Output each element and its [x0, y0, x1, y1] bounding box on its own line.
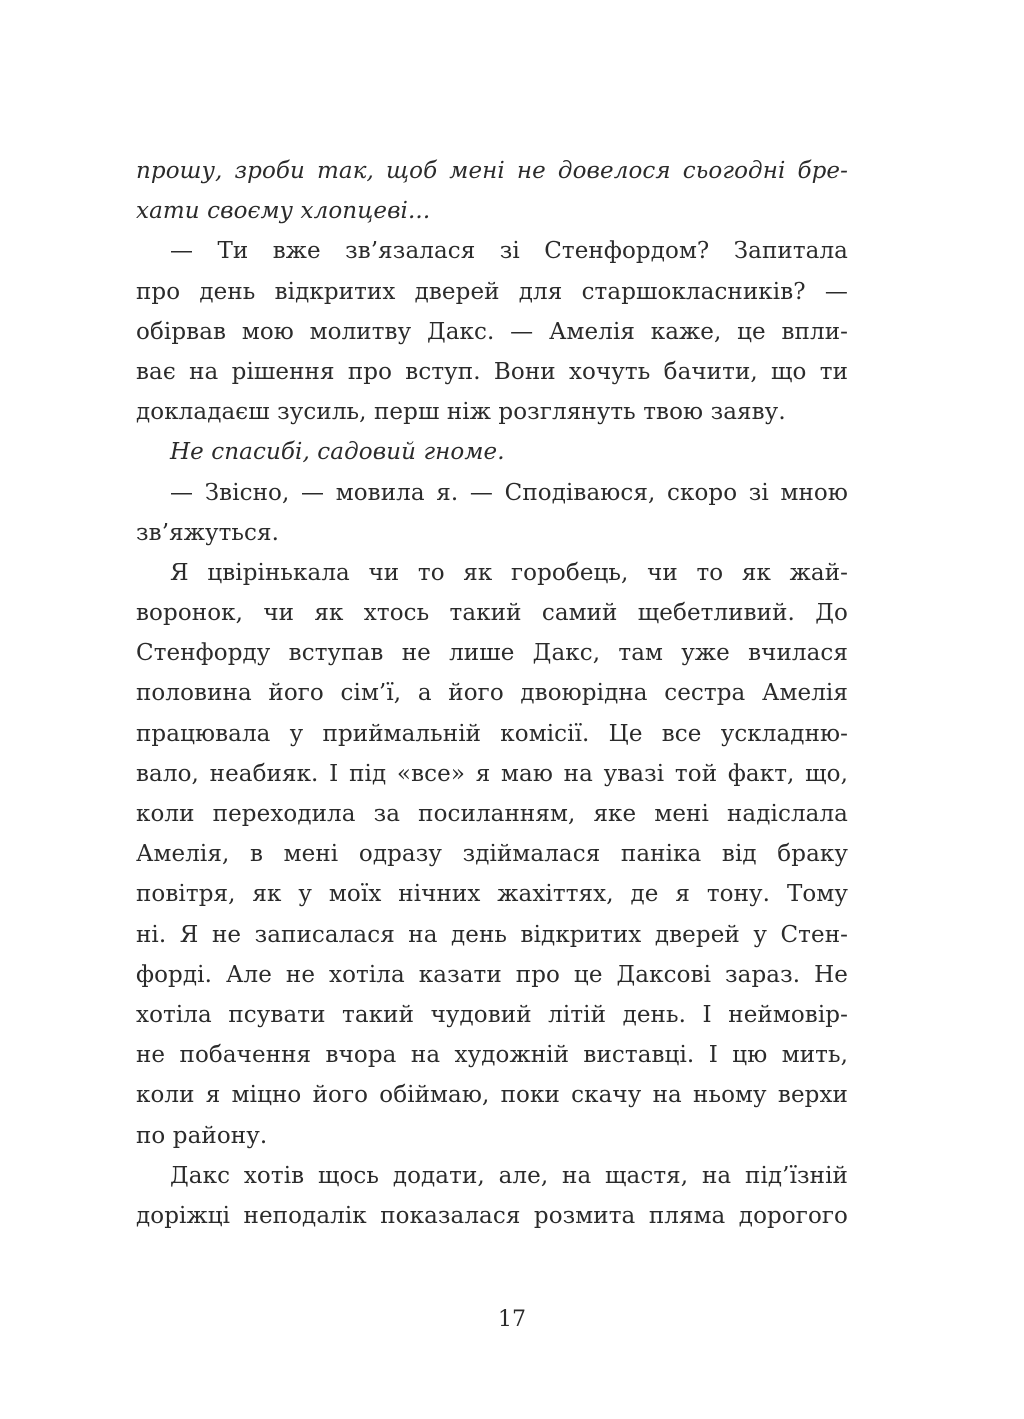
- text-line: хотіла псувати такий чудовий літій день. І неймовір-: [136, 1001, 848, 1028]
- text-line: Дакс хотів щось додати, але, на щастя, на під’їзній: [170, 1162, 848, 1189]
- text-line: коли я міцно його обіймаю, поки скачу на ньому верхи: [136, 1082, 848, 1109]
- text-line: Стенфорду вступав не лише Дакс, там уже вчилася: [136, 640, 848, 667]
- text-line: — Ти вже зв’язалася зі Стенфордом? Запитала: [170, 238, 848, 265]
- text-line: половина його сім’ї, а його двоюрідна сестра Амелія: [136, 680, 848, 707]
- text-line: — Звісно, — мовила я. — Сподіваюся, скоро зі мною: [170, 479, 848, 506]
- text-line: доріжці неподалік показалася розмита пляма дорогого: [136, 1202, 848, 1229]
- text-line: повітря, як у моїх нічних жахіттях, де я тону. Тому: [136, 881, 848, 908]
- page-body-text: [136, 151, 848, 1236]
- text-line: обірвав мою молитву Дакс. — Амелія каже, це впли-: [136, 318, 848, 345]
- text-line: ває на рішення про вступ. Вони хочуть бачити, що ти: [136, 358, 848, 385]
- text-line: про день відкритих дверей для старшокласників? —: [136, 278, 848, 305]
- text-line: по району.: [136, 1122, 268, 1149]
- text-line: докладаєш зусиль, перш ніж розглянуть твою заяву.: [136, 399, 786, 426]
- text-line: Амелія, в мені одразу здіймалася паніка від браку: [136, 841, 848, 868]
- text-line: хати своєму хлопцеві...: [136, 198, 431, 225]
- text-line: ні. Я не записалася на день відкритих дверей у Стен-: [136, 921, 848, 948]
- page-number: 17: [498, 1307, 526, 1332]
- text-line: коли переходила за посиланням, яке мені надіслала: [136, 801, 848, 827]
- text-line: вало, неабияк. І під «все» я маю на увазі той факт, що,: [136, 760, 848, 787]
- text-line: працювала у приймальній комісії. Це все ускладню-: [136, 720, 848, 747]
- text-line: форді. Але не хотіла казати про це Даксові зараз. Не: [136, 961, 848, 988]
- text-line: зв’яжуться.: [136, 519, 280, 546]
- text-line: прошу, зроби так, щоб мені не довелося сьогодні бре-: [136, 158, 848, 184]
- text-line: Я цвірінькала чи то як горобець, чи то як жай-: [170, 559, 848, 586]
- text-line: воронок, чи як хтось такий самий щебетливий. До: [136, 600, 848, 627]
- text-line: не побачення вчора на художній виставці. І цю мить,: [136, 1042, 848, 1069]
- text-line: Не спасибі, садовий гноме.: [170, 439, 505, 466]
